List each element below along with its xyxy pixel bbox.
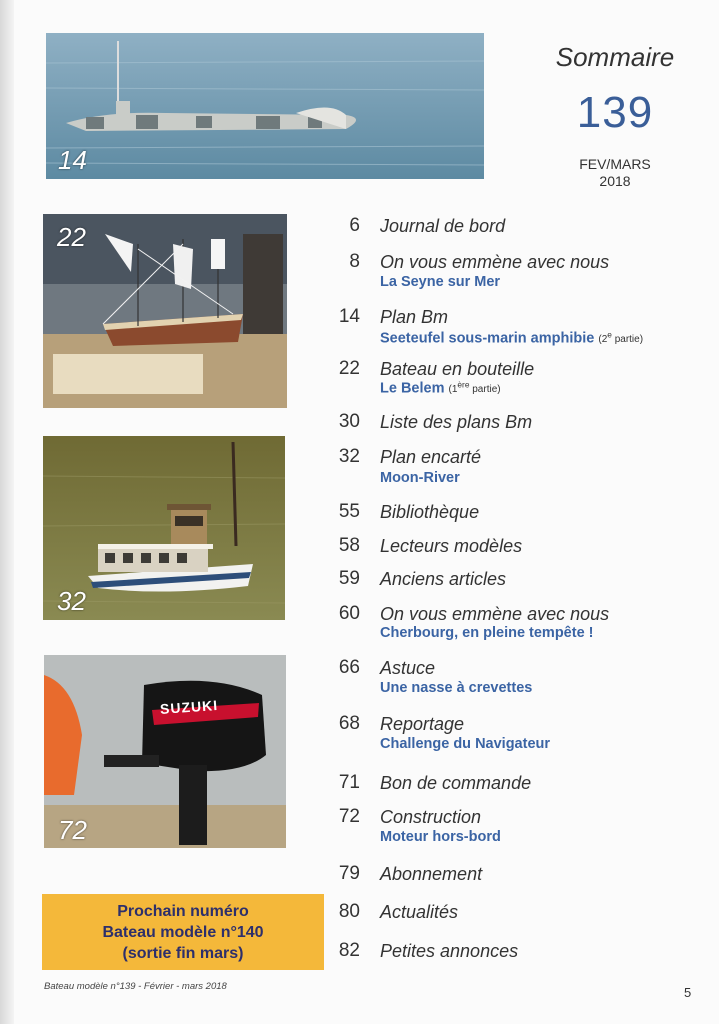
toc-entry-subtitle: Challenge du Navigateur [380,736,551,752]
toc-subtitle-text: Le Belem [380,380,445,397]
next-issue-box [42,894,324,970]
toc-page-number: 71 [338,772,360,793]
toc-part-suffix: ère [457,380,470,390]
toc-page-number: 58 [338,535,360,556]
toc-page-number: 59 [338,568,360,589]
issue-date-year: 2018 [599,173,631,189]
toc-entry-title: Astuce [380,658,436,678]
footer-credit: Bateau modèle n°139 - Février - mars 2018 [44,981,227,992]
ship-in-bottle-photo [43,214,287,408]
toc-page-number: 79 [338,863,360,884]
toc-page-number: 60 [338,603,360,624]
page-number: 5 [684,985,692,1000]
toc-subtitle-text: Seeteufel sous-marin amphibie [380,330,595,347]
toc-part-number: 2 [601,334,608,346]
page-spine-shadow [0,0,14,1024]
photo-page-label: 72 [58,815,87,845]
toc-entry-title: Bibliothèque [380,502,480,522]
toc-entry-title: Construction [380,807,482,827]
toc-part-suffix: e [607,330,612,340]
toc-page-number: 32 [338,446,360,467]
toc-entry-title: Lecteurs modèles [380,536,523,556]
issue-date-months: FEV/MARS [579,156,651,172]
toc-page-number: 30 [338,411,360,432]
toc-entry-title: Reportage [380,714,465,734]
toc-entry-subtitle: Une nasse à crevettes [380,680,533,696]
moon-river-boat-photo [43,436,285,620]
toc-entry-title: Plan Bm [380,307,449,327]
toc-entry-subtitle [380,380,501,396]
toc-entry-title: On vous emmène avec nous [380,604,610,624]
next-issue-release: (sortie fin mars) [122,945,244,962]
toc-page-number: 68 [338,713,360,734]
outboard-motor-photo [44,655,286,848]
toc-entry-title: Actualités [380,902,459,922]
issue-number: 139 [576,88,654,137]
photo-page-label: 22 [57,222,86,252]
toc-entry-subtitle: La Seyne sur Mer [380,274,501,290]
toc-page-number: 66 [338,657,360,678]
toc-entry-title: Bateau en bouteille [380,359,535,379]
toc-part-word: partie) [611,334,644,346]
toc-entry-subtitle: Moon-River [380,470,460,486]
toc-entry-title: Abonnement [380,864,483,884]
toc-page-number: 8 [349,251,360,272]
brand-label: SUZUKI [159,696,219,718]
toc-part-word: partie) [469,384,501,396]
next-issue-title: Bateau modèle n°140 [102,924,264,941]
toc-entry-title: Liste des plans Bm [380,412,533,432]
toc-entry-subtitle: Moteur hors-bord [380,829,501,845]
issue-date [540,156,690,190]
next-issue-heading: Prochain numéro [117,903,249,920]
page-title: Sommaire [555,42,675,72]
toc-entry-subtitle [380,330,643,346]
toc-page-number: 72 [338,806,360,827]
toc-page-number: 14 [338,306,360,327]
toc-entry-title: Anciens articles [380,569,507,589]
toc-entry-title: Plan encarté [380,447,482,467]
toc-page-number: 55 [338,501,360,522]
submarine-photo [46,33,484,179]
photo-page-label: 32 [57,586,86,616]
toc-page-number: 6 [349,215,360,236]
toc-entry-title: Journal de bord [380,216,506,236]
toc-part-note: (1ère partie) [448,380,501,396]
toc-entry-title: Bon de commande [380,773,532,793]
toc-part-number: 1 [451,384,458,396]
toc-entry-subtitle: Cherbourg, en pleine tempête ! [380,625,594,641]
toc-part-note: (2e partie) [598,330,644,346]
toc-entry-title: On vous emmène avec nous [380,252,610,272]
toc-page-number: 22 [338,358,360,379]
toc-entry-title: Petites annonces [380,941,519,961]
toc-page-number: 80 [338,901,360,922]
photo-page-label: 14 [58,145,87,175]
toc-page-number: 82 [338,940,360,961]
